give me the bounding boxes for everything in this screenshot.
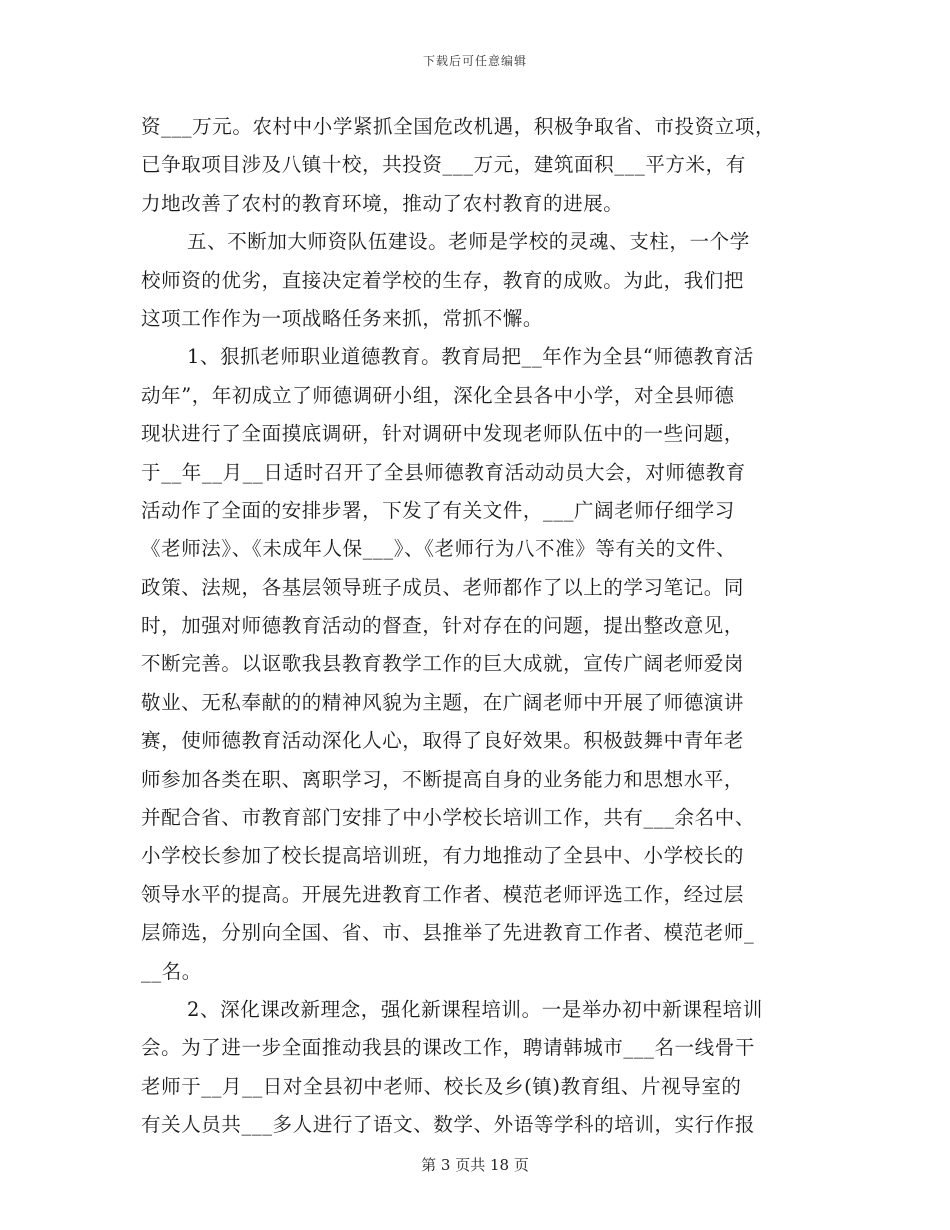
text-line: 于__年__月__日适时召开了全县师德教育活动动员大会，对师德教育 (141, 460, 746, 484)
paragraph-start-line: 五、不断加大师资队伍建设。老师是学校的灵魂、支柱，一个学 (187, 230, 750, 254)
text-line: 并配合省、市教育部门安排了中小学校长培训工作，共有___余名中、 (141, 806, 755, 830)
text-line: 资___万元。农村中小学紧抓全国危改机遇，积极争取省、市投资立项， (141, 115, 776, 138)
text-line: 已争取项目涉及八镇十校，共投资___万元，建筑面积___平方米，有 (141, 153, 746, 177)
paragraph-start-line: 1、狠抓老师职业道德教育。教育局把__年作为全县“师德教育活 (187, 345, 754, 369)
document-body (141, 108, 821, 1145)
text-line: 师参加各类在职、离职学习，不断提高自身的业务能力和思想水平， (141, 767, 745, 791)
text-line: 校师资的优劣，直接决定着学校的生存，教育的成败。为此，我们把 (141, 268, 745, 292)
text-line: 小学校长参加了校长提高培训班，有力地推动了全县中、小学校长的 (141, 844, 745, 868)
text-line: 老师于__月__日对全县初中老师、校长及乡(镇)教育组、片视导室的 (141, 1074, 742, 1098)
text-line: 这项工作作为一项战略任务来抓，常抓不懈。 (141, 306, 544, 330)
text-line: 活动作了全面的安排步署，下发了有关文件，___广阔老师仔细学习 (141, 498, 735, 522)
text-line: 不断完善。以讴歌我县教育教学工作的巨大成就，宣传广阔老师爱岗 (141, 652, 745, 676)
page-number-footer: 第 3 页共 18 页 (421, 1156, 529, 1174)
text-line: 现状进行了全面摸底调研，针对调研中发现老师队伍中的一些问题， (141, 422, 745, 446)
text-line: 敬业、无私奉献的的精神风貌为主题，在广阔老师中开展了师德演讲 (141, 690, 745, 714)
text-line: __名。 (141, 959, 202, 983)
text-line: 时，加强对师德教育活动的督查，针对存在的问题，提出整改意见， (141, 614, 745, 638)
page-header-note: 下载后可任意编辑 (422, 54, 527, 68)
text-line: 有关人员共___多人进行了语文、数学、外语等学科的培训，实行作报 (141, 1113, 755, 1137)
paragraph-start-line: 2、深化课改新理念，强化新课程培训。一是举办初中新课程培训 (187, 997, 763, 1021)
text-line: 赛，使师德教育活动深化人心，取得了良好效果。积极鼓舞中青年老 (141, 729, 745, 753)
text-line: 《老师法》、《未成年人保___》、《老师行为八不准》等有关的文件、 (141, 537, 737, 561)
text-line: 层筛选，分别向全国、省、市、县推举了先进教育工作者、模范老师_ (141, 921, 755, 945)
text-line: 会。为了进一步全面推动我县的课改工作，聘请韩城市___名一线骨干 (141, 1036, 755, 1060)
text-line: 力地改善了农村的教育环境，推动了农村教育的进展。 (141, 191, 624, 215)
text-line: 政策、法规，各基层领导班子成员、老师都作了以上的学习笔记。同 (141, 575, 745, 599)
text-line: 领导水平的提高。开展先进教育工作者、模范老师评选工作，经过层 (141, 882, 745, 906)
text-line: 动年”，年初成立了师德调研小组，深化全县各中小学，对全县师德 (141, 383, 735, 407)
